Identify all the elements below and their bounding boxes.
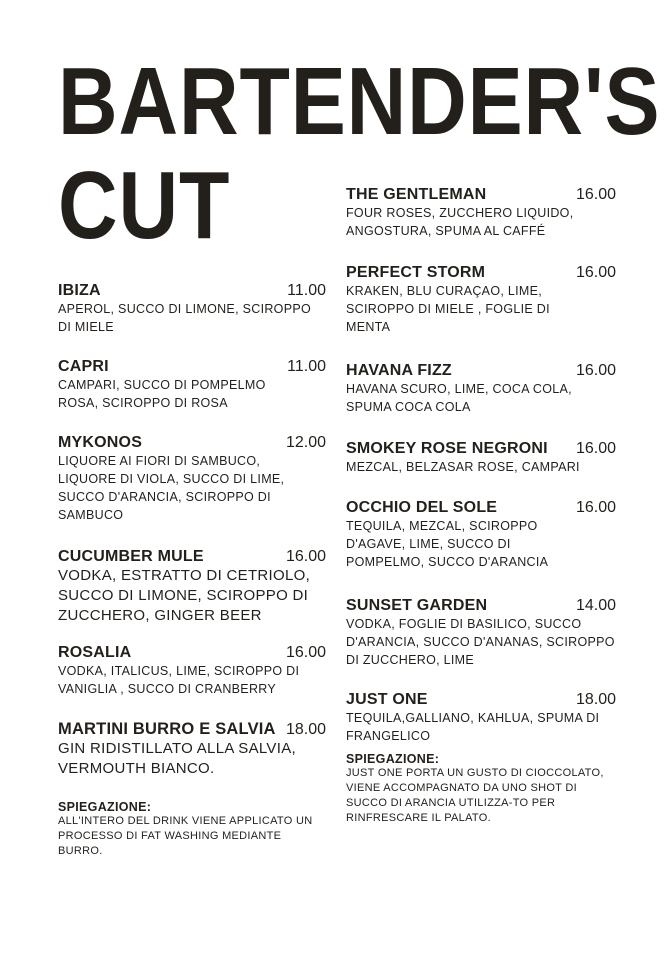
explanation-label: SPIEGAZIONE:: [346, 752, 440, 766]
menu-title-line-2: CUT: [58, 152, 231, 259]
item-description: APEROL, SUCCO DI LIMONE, SCIROPPO DI MIELE: [58, 302, 312, 334]
menu-item-just-one: [346, 691, 616, 745]
item-description: VODKA, FOGLIE DI BASILICO, SUCCO D'ARANCIA, SUCCO D'ANANAS, SCIROPPO DI ZUCCHERO, LIME: [346, 617, 615, 667]
item-price: 16.00: [575, 186, 616, 203]
item-name: MYKONOS: [58, 434, 143, 451]
item-description: GIN RIDISTILLATO ALLA SALVIA, VERMOUTH BIANCO.: [58, 740, 296, 777]
item-price: 16.00: [575, 440, 616, 457]
item-name: CAPRI: [58, 358, 109, 375]
item-price: 18.00: [285, 721, 326, 738]
item-price: 18.00: [575, 691, 616, 708]
menu-item-ibiza: [58, 282, 326, 336]
menu-item-havana-fizz: [346, 362, 616, 416]
menu-item-capri: [58, 358, 326, 412]
menu-item-sunset-garden: [346, 597, 616, 669]
item-price: 16.00: [285, 548, 326, 565]
item-description: VODKA, ESTRATTO DI CETRIOLO, SUCCO DI LIMONE, SCIROPPO DI ZUCCHERO, GINGER BEER: [58, 567, 311, 624]
menu-title-line-1: BARTENDER'S: [58, 48, 661, 155]
item-price: 11.00: [287, 282, 326, 299]
item-name: HAVANA FIZZ: [346, 362, 452, 379]
item-name: MARTINI BURRO E SALVIA: [58, 720, 276, 738]
item-price: 16.00: [575, 362, 616, 379]
item-name: CUCUMBER MULE: [58, 548, 204, 565]
menu-item-mykonos: [58, 434, 326, 524]
item-description: FOUR ROSES, ZUCCHERO LIQUIDO, ANGOSTURA, SPUMA AL CAFFÉ: [346, 206, 574, 238]
item-description: TEQUILA,GALLIANO, KAHLUA, SPUMA DI FRANGELICO: [346, 711, 600, 743]
explanation-note-right: [346, 752, 614, 826]
item-description: LIQUORE AI FIORI DI SAMBUCO, LIQUORE DI VIOLA, SUCCO DI LIME, SUCCO D'ARANCIA, SCIROPPO DI SAMBUCO: [58, 454, 285, 522]
item-name: OCCHIO DEL SOLE: [346, 499, 498, 516]
item-name: SMOKEY ROSE NEGRONI: [346, 440, 548, 457]
item-price: 16.00: [575, 499, 616, 516]
item-price: 16.00: [285, 644, 326, 661]
menu-item-smokey-rose-negroni: [346, 440, 616, 476]
menu-item-the-gentleman: [346, 186, 616, 240]
item-price: 12.00: [285, 434, 326, 451]
item-description: MEZCAL, BELZASAR ROSE, CAMPARI: [346, 460, 580, 474]
item-price: 16.00: [575, 264, 616, 281]
item-description: TEQUILA, MEZCAL, SCIROPPO D'AGAVE, LIME, SUCCO DI POMPELMO, SUCCO D'ARANCIA: [346, 519, 549, 569]
explanation-text: ALL'INTERO DEL DRINK VIENE APPLICATO UN PROCESSO DI FAT WASHING MEDIANTE BURRO.: [58, 815, 313, 857]
menu-item-perfect-storm: [346, 264, 616, 336]
item-name: IBIZA: [58, 282, 101, 299]
item-name: SUNSET GARDEN: [346, 597, 488, 614]
item-name: THE GENTLEMAN: [346, 186, 487, 203]
item-description: VODKA, ITALICUS, LIME, SCIROPPO DI VANIGLIA , SUCCO DI CRANBERRY: [58, 664, 300, 696]
item-description: CAMPARI, SUCCO DI POMPELMO ROSA, SCIROPPO DI ROSA: [58, 378, 266, 410]
menu-item-rosalia: [58, 644, 326, 698]
item-name: ROSALIA: [58, 644, 132, 661]
explanation-text: JUST ONE PORTA UN GUSTO DI CIOCCOLATO, VIENE ACCOMPAGNATO DA UNO SHOT DI SUCCO DI ARANCIA UTILIZZA-TO PER RINFRESCARE IL PALATO.: [346, 767, 604, 824]
item-price: 14.00: [575, 597, 616, 614]
item-name: PERFECT STORM: [346, 264, 486, 281]
menu-item-martini-burro-e-salvia: [58, 720, 326, 779]
explanation-label: SPIEGAZIONE:: [58, 800, 152, 814]
item-name: JUST ONE: [346, 691, 428, 708]
item-description: HAVANA SCURO, LIME, COCA COLA, SPUMA COCA COLA: [346, 382, 572, 414]
explanation-note-left: [58, 800, 316, 859]
menu-item-occhio-del-sole: [346, 499, 616, 571]
menu-item-cucumber-mule: [58, 548, 326, 626]
item-price: 11.00: [287, 358, 326, 375]
item-description: KRAKEN, BLU CURAÇAO, LIME, SCIROPPO DI MIELE , FOGLIE DI MENTA: [346, 284, 550, 334]
